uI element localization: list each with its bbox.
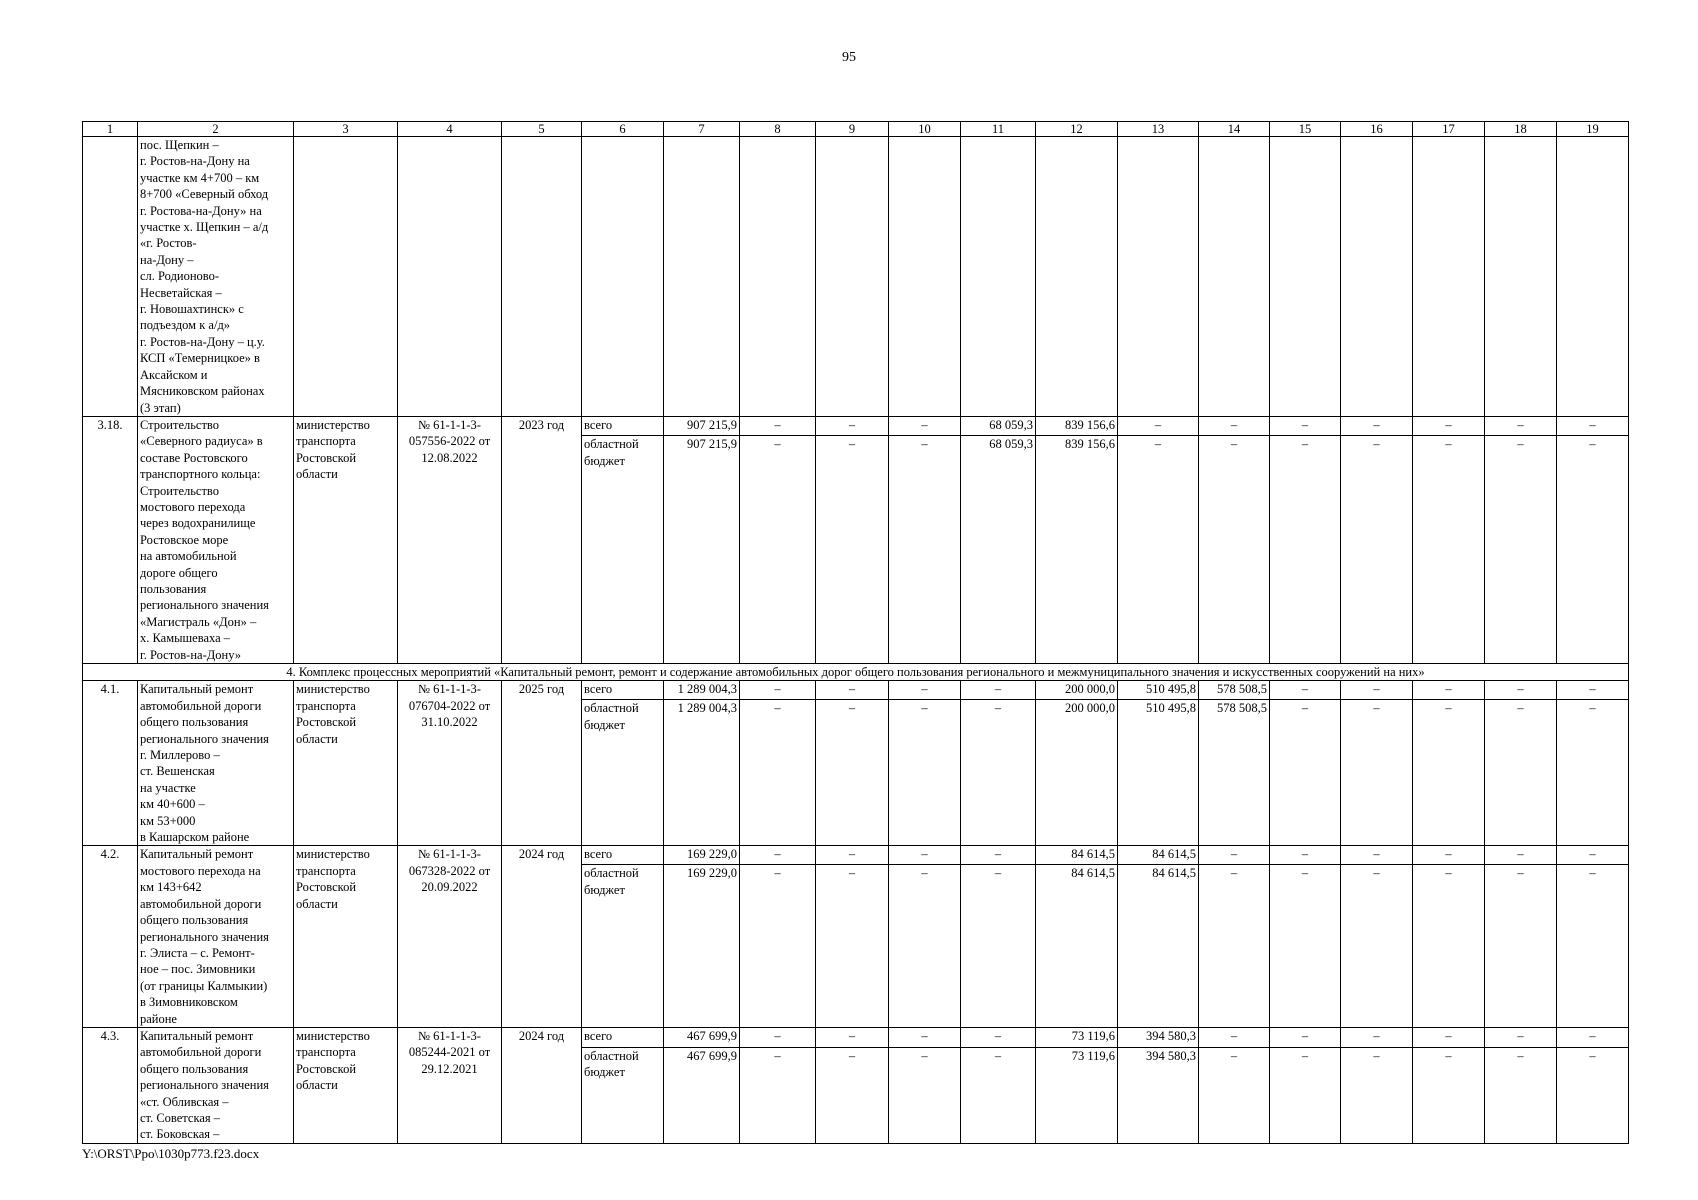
- value-cell: –: [889, 1047, 961, 1143]
- empty-cell: [1341, 137, 1413, 417]
- column-number: 4: [398, 122, 502, 137]
- value-cell: –: [889, 1027, 961, 1047]
- section-heading-row: [83, 664, 1629, 681]
- value-cell: –: [1485, 865, 1557, 1028]
- value-cell: –: [1485, 436, 1557, 664]
- empty-cell: [1199, 137, 1270, 417]
- value-cell: –: [1199, 436, 1270, 664]
- value-cell: –: [740, 436, 816, 664]
- funding-source: всего: [582, 846, 664, 865]
- value-cell: –: [1557, 1027, 1629, 1047]
- funding-source: областной бюджет: [582, 436, 664, 664]
- empty-cell: [664, 137, 740, 417]
- value-cell: 84 614,5: [1036, 846, 1118, 865]
- value-cell: –: [1485, 416, 1557, 435]
- value-cell: 839 156,6: [1036, 416, 1118, 435]
- value-cell: –: [889, 846, 961, 865]
- column-number: 6: [582, 122, 664, 137]
- value-cell: 73 119,6: [1036, 1047, 1118, 1143]
- responsible-agency: министерство транспорта Ростовской области: [294, 1027, 398, 1143]
- column-number: 8: [740, 122, 816, 137]
- empty-cell: [1485, 137, 1557, 417]
- column-number: 13: [1118, 122, 1199, 137]
- value-cell: –: [816, 436, 889, 664]
- column-number: 10: [889, 122, 961, 137]
- value-cell: –: [740, 1027, 816, 1047]
- value-cell: 578 508,5: [1199, 681, 1270, 700]
- value-cell: –: [1413, 681, 1485, 700]
- column-number: 3: [294, 122, 398, 137]
- value-cell: –: [1341, 416, 1413, 435]
- value-cell: 578 508,5: [1199, 700, 1270, 846]
- page-number: 95: [842, 50, 856, 65]
- value-cell: –: [816, 846, 889, 865]
- empty-cell: [961, 137, 1036, 417]
- value-cell: –: [889, 416, 961, 435]
- value-cell: –: [889, 865, 961, 1028]
- row-number: 4.1.: [83, 681, 138, 846]
- value-cell: –: [889, 681, 961, 700]
- value-cell: –: [816, 681, 889, 700]
- row-number: 3.18.: [83, 416, 138, 663]
- column-number: 12: [1036, 122, 1118, 137]
- value-cell: –: [1413, 1047, 1485, 1143]
- empty-cell: [816, 137, 889, 417]
- funding-source: областной бюджет: [582, 1047, 664, 1143]
- item-name: Капитальный ремонт мостового перехода на км 143+642 автомобильной дороги общего пользования регионального значения г. Элиста – с. Ремонт- ное – пос. Зимовники (от границы Калмыкии) в Зимовниковском районе: [138, 846, 294, 1027]
- value-cell: 68 059,3: [961, 436, 1036, 664]
- column-number: 16: [1341, 122, 1413, 137]
- value-cell: –: [1557, 681, 1629, 700]
- value-cell: –: [1557, 700, 1629, 846]
- value-cell: –: [1341, 865, 1413, 1028]
- value-cell: 169 229,0: [664, 846, 740, 865]
- column-number: 18: [1485, 122, 1557, 137]
- value-cell: 169 229,0: [664, 865, 740, 1028]
- value-cell: –: [1341, 681, 1413, 700]
- value-cell: –: [740, 681, 816, 700]
- value-cell: –: [961, 681, 1036, 700]
- column-number: 15: [1270, 122, 1341, 137]
- value-cell: 907 215,9: [664, 436, 740, 664]
- column-number: 11: [961, 122, 1036, 137]
- value-cell: 200 000,0: [1036, 700, 1118, 846]
- value-cell: 467 699,9: [664, 1047, 740, 1143]
- column-number: 14: [1199, 122, 1270, 137]
- value-cell: –: [740, 700, 816, 846]
- column-number: 7: [664, 122, 740, 137]
- value-cell: 200 000,0: [1036, 681, 1118, 700]
- empty-cell: [1036, 137, 1118, 417]
- continuation-row: [83, 137, 1629, 417]
- value-cell: –: [1485, 1027, 1557, 1047]
- value-cell: –: [1341, 436, 1413, 664]
- value-cell: –: [961, 865, 1036, 1028]
- value-cell: –: [1341, 1047, 1413, 1143]
- value-cell: –: [1199, 865, 1270, 1028]
- value-cell: –: [816, 1047, 889, 1143]
- row-number: 4.2.: [83, 846, 138, 1027]
- value-cell: –: [889, 700, 961, 846]
- column-number: 9: [816, 122, 889, 137]
- value-cell: –: [1557, 436, 1629, 664]
- value-cell: 510 495,8: [1118, 700, 1199, 846]
- value-cell: 907 215,9: [664, 416, 740, 435]
- value-cell: –: [1413, 846, 1485, 865]
- empty-cell: [1118, 137, 1199, 417]
- value-cell: –: [1270, 436, 1341, 664]
- budget-table: [82, 121, 1629, 1144]
- value-cell: 467 699,9: [664, 1027, 740, 1047]
- value-cell: 68 059,3: [961, 416, 1036, 435]
- value-cell: –: [961, 700, 1036, 846]
- value-cell: –: [1270, 846, 1341, 865]
- document-reference: № 61-1-1-3- 057556-2022 от 12.08.2022: [398, 416, 502, 663]
- value-cell: –: [1557, 1047, 1629, 1143]
- value-cell: –: [740, 846, 816, 865]
- table-row: [83, 416, 1629, 435]
- value-cell: –: [740, 416, 816, 435]
- value-cell: 84 614,5: [1118, 846, 1199, 865]
- table-row: [83, 1027, 1629, 1047]
- value-cell: –: [1270, 1047, 1341, 1143]
- value-cell: –: [740, 1047, 816, 1143]
- value-cell: –: [1199, 1047, 1270, 1143]
- completion-year: 2025 год: [502, 681, 582, 846]
- completion-year: 2023 год: [502, 416, 582, 663]
- value-cell: –: [961, 1027, 1036, 1047]
- funding-source: всего: [582, 1027, 664, 1047]
- value-cell: –: [1413, 416, 1485, 435]
- value-cell: 839 156,6: [1036, 436, 1118, 664]
- value-cell: 1 289 004,3: [664, 700, 740, 846]
- column-number-row: [83, 122, 1629, 137]
- value-cell: –: [1485, 700, 1557, 846]
- value-cell: 510 495,8: [1118, 681, 1199, 700]
- empty-cell: [294, 137, 398, 417]
- funding-source: всего: [582, 416, 664, 435]
- row-number-cell: [83, 137, 138, 417]
- value-cell: –: [1557, 865, 1629, 1028]
- value-cell: –: [1413, 865, 1485, 1028]
- column-number: 19: [1557, 122, 1629, 137]
- value-cell: –: [816, 1027, 889, 1047]
- value-cell: –: [1118, 416, 1199, 435]
- responsible-agency: министерство транспорта Ростовской области: [294, 846, 398, 1027]
- value-cell: –: [740, 865, 816, 1028]
- column-number: 17: [1413, 122, 1485, 137]
- value-cell: –: [1341, 1027, 1413, 1047]
- value-cell: 1 289 004,3: [664, 681, 740, 700]
- value-cell: –: [1199, 1027, 1270, 1047]
- file-path-footer: Y:\ORST\Ppo\1030p773.f23.docx: [82, 1146, 260, 1161]
- value-cell: –: [816, 416, 889, 435]
- section-heading: 4. Комплекс процессных мероприятий «Капитальный ремонт, ремонт и содержание автомобильных дорог общего пользования регионального и межмуниципального значения и искусственных сооружений на них»: [83, 664, 1629, 681]
- value-cell: –: [1270, 865, 1341, 1028]
- value-cell: –: [1413, 436, 1485, 664]
- document-reference: № 61-1-1-3- 076704-2022 от 31.10.2022: [398, 681, 502, 846]
- document-reference: № 61-1-1-3- 067328-2022 от 20.09.2022: [398, 846, 502, 1027]
- value-cell: –: [1270, 1027, 1341, 1047]
- table-row: [83, 681, 1629, 700]
- value-cell: 84 614,5: [1036, 865, 1118, 1028]
- value-cell: –: [1485, 681, 1557, 700]
- empty-cell: [398, 137, 502, 417]
- value-cell: –: [1557, 846, 1629, 865]
- funding-source: областной бюджет: [582, 700, 664, 846]
- value-cell: –: [1199, 416, 1270, 435]
- empty-cell: [1557, 137, 1629, 417]
- value-cell: –: [816, 700, 889, 846]
- item-name: Строительство «Северного радиуса» в составе Ростовского транспортного кольца: Строительство мостового перехода через водохранилище Ростовское море на автомобильной дороге общего пользования регионального значения «Магистраль «Дон» – х. Камышеваха – г. Ростов-на-Дону»: [138, 416, 294, 663]
- value-cell: 84 614,5: [1118, 865, 1199, 1028]
- value-cell: –: [1341, 700, 1413, 846]
- value-cell: –: [1485, 1047, 1557, 1143]
- empty-cell: [582, 137, 664, 417]
- value-cell: –: [889, 436, 961, 664]
- value-cell: 394 580,3: [1118, 1047, 1199, 1143]
- completion-year: 2024 год: [502, 1027, 582, 1143]
- value-cell: –: [1270, 416, 1341, 435]
- value-cell: –: [1485, 846, 1557, 865]
- document-reference: № 61-1-1-3- 085244-2021 от 29.12.2021: [398, 1027, 502, 1143]
- funding-source: всего: [582, 681, 664, 700]
- empty-cell: [1413, 137, 1485, 417]
- empty-cell: [1270, 137, 1341, 417]
- value-cell: 394 580,3: [1118, 1027, 1199, 1047]
- value-cell: –: [1118, 436, 1199, 664]
- value-cell: –: [961, 1047, 1036, 1143]
- value-cell: –: [1270, 700, 1341, 846]
- column-number: 1: [83, 122, 138, 137]
- empty-cell: [740, 137, 816, 417]
- item-name: Капитальный ремонт автомобильной дороги общего пользования регионального значения «ст. Обливская – ст. Советская – ст. Боковская –: [138, 1027, 294, 1143]
- column-number: 5: [502, 122, 582, 137]
- value-cell: –: [1341, 846, 1413, 865]
- item-name: Капитальный ремонт автомобильной дороги общего пользования регионального значения г. Миллерово – ст. Вешенская на участке км 40+600 – км 53+000 в Кашарском районе: [138, 681, 294, 846]
- empty-cell: [889, 137, 961, 417]
- value-cell: –: [961, 846, 1036, 865]
- value-cell: –: [1413, 700, 1485, 846]
- column-number: 2: [138, 122, 294, 137]
- value-cell: –: [1413, 1027, 1485, 1047]
- empty-cell: [502, 137, 582, 417]
- responsible-agency: министерство транспорта Ростовской области: [294, 416, 398, 663]
- funding-source: областной бюджет: [582, 865, 664, 1028]
- completion-year: 2024 год: [502, 846, 582, 1027]
- row-number: 4.3.: [83, 1027, 138, 1143]
- value-cell: 73 119,6: [1036, 1027, 1118, 1047]
- item-name-continuation: пос. Щепкин – г. Ростов-на-Дону на участке км 4+700 – км 8+700 «Северный обход г. Ростова-на-Дону» на участке х. Щепкин – а/д «г. Ростов- на-Дону – сл. Родионово- Несветайская – г. Новошахтинск» с подъездом к а/д» г. Ростов-на-Дону – ц.у. КСП «Темерницкое» в Аксайском и Мясниковском районах (3 этап): [138, 137, 294, 417]
- table-row: [83, 846, 1629, 865]
- value-cell: –: [816, 865, 889, 1028]
- value-cell: –: [1557, 416, 1629, 435]
- value-cell: –: [1270, 681, 1341, 700]
- value-cell: –: [1199, 846, 1270, 865]
- responsible-agency: министерство транспорта Ростовской области: [294, 681, 398, 846]
